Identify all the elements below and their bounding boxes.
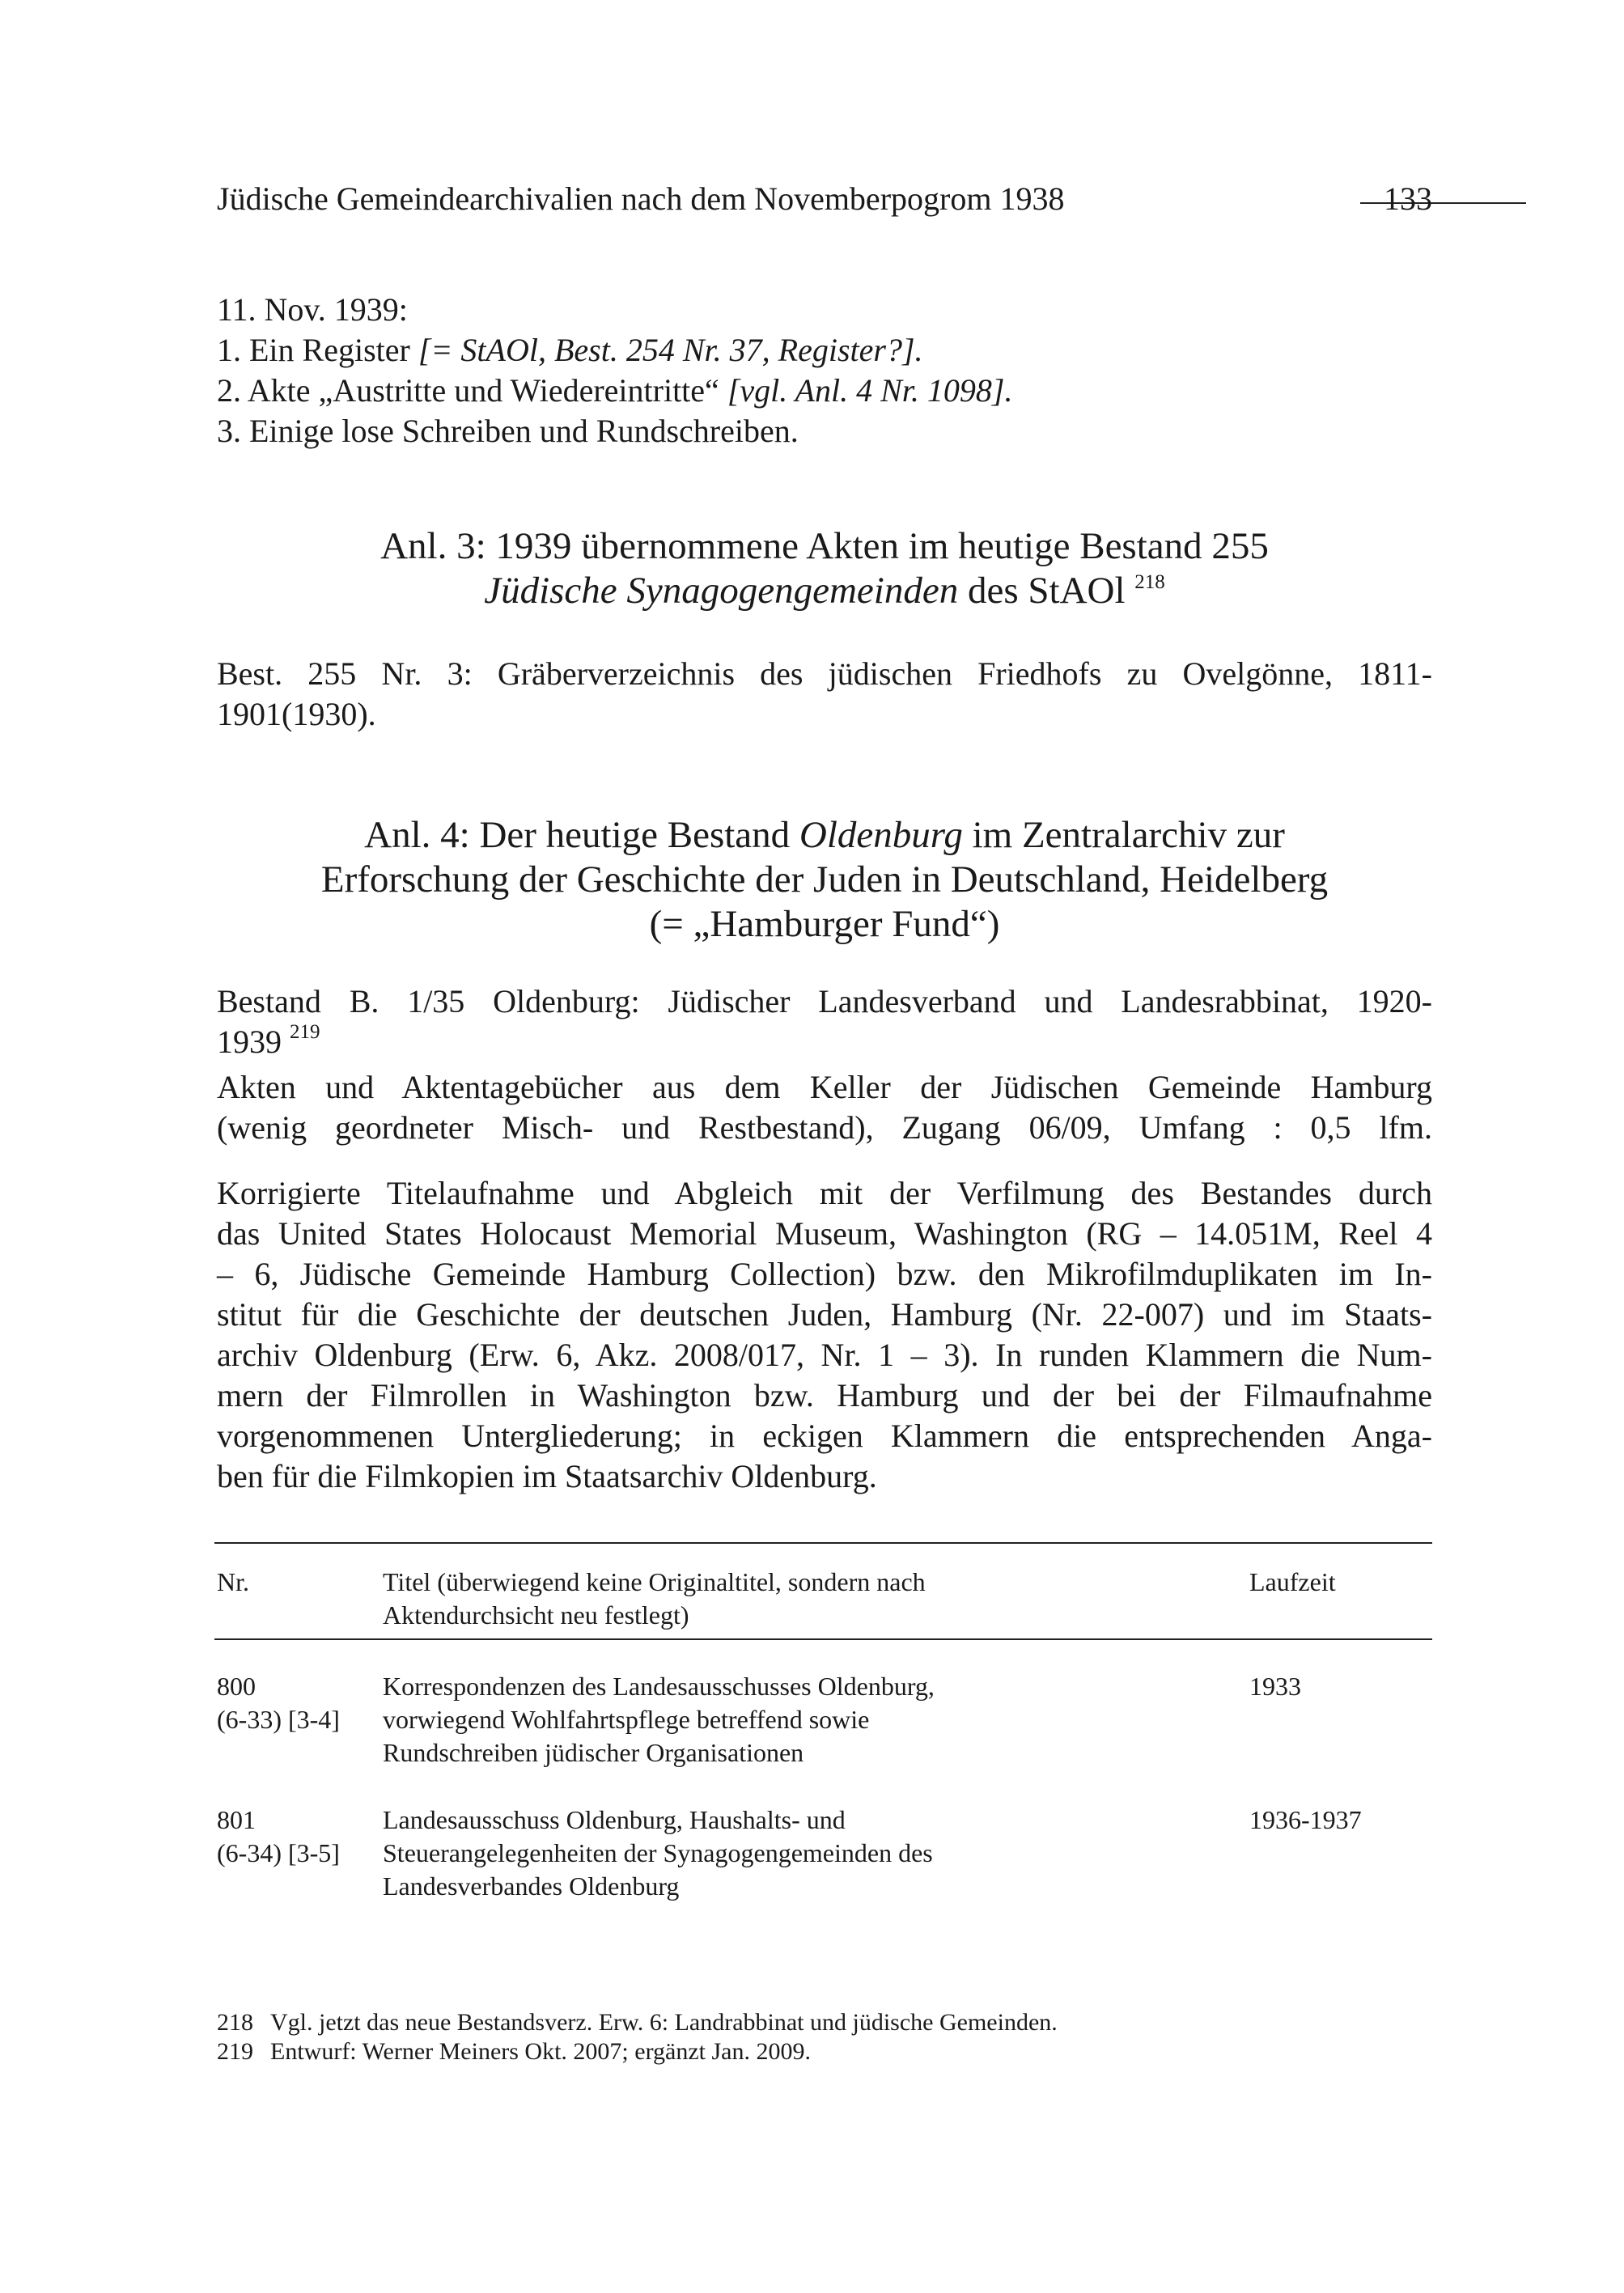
paragraph-line: mern der Filmrollen in Washington bzw. Hamburg und der bei der Filmaufnahme bbox=[217, 1377, 1432, 1414]
paragraph-line: das United States Holocaust Memorial Museum, Washington (RG – 14.051M, Reel 4 bbox=[217, 1215, 1432, 1252]
list-item-text: 2. Akte „Austritte und Wiedereintritte“ bbox=[217, 372, 727, 409]
footnotes bbox=[217, 2008, 1432, 2066]
cell-nr bbox=[217, 1670, 379, 1736]
cell-text: vorwiegend Wohlfahrtspflege betreffend sowie bbox=[383, 1705, 870, 1734]
list-item-reference: [vgl. Anl. 4 Nr. 1098]. bbox=[727, 372, 1013, 409]
footnote-number: 219 bbox=[217, 2038, 253, 2065]
footnote-text: Vgl. jetzt das neue Bestandsverz. Erw. 6: Landrabbinat und jüdische Gemeinden. bbox=[270, 2009, 1058, 2036]
header-text: Aktendurchsicht neu festlegt) bbox=[383, 1600, 689, 1630]
cell-title bbox=[383, 1670, 1111, 1770]
column-header-nr: Nr. bbox=[217, 1567, 249, 1596]
running-title: Jüdische Gemeindearchivalien nach dem Novemberpogrom 1938 bbox=[217, 180, 1065, 217]
cell-text: Steuerangelegenheiten der Synagogengemeinden des bbox=[383, 1838, 933, 1867]
table-row bbox=[217, 1670, 1432, 1803]
bestand-text: 1939 bbox=[217, 1024, 290, 1060]
page-number: 133 bbox=[1384, 180, 1432, 217]
heading-line: (= „Hamburger Fund“) bbox=[649, 903, 1000, 945]
cell-text: Landesverbandes Oldenburg bbox=[383, 1871, 680, 1901]
anl3-line: 1901(1930). bbox=[217, 696, 376, 732]
bestand-line: (wenig geordneter Misch- und Restbestand), Zugang 06/09, Umfang : 0,5 lfm. bbox=[217, 1109, 1432, 1146]
cell-title bbox=[383, 1803, 1111, 1903]
heading-line: Erforschung der Geschichte der Juden in Deutschland, Heidelberg bbox=[320, 858, 1329, 901]
section-heading-anl3 bbox=[217, 524, 1432, 619]
list-item: 3. Einige lose Schreiben und Rundschreiben. bbox=[217, 413, 799, 449]
table-body bbox=[217, 1670, 1432, 1909]
running-head bbox=[217, 180, 1432, 228]
section-heading-anl4 bbox=[217, 813, 1432, 947]
table-header bbox=[217, 1566, 1432, 1632]
footnote-ref-219[interactable]: 219 bbox=[290, 1021, 320, 1043]
column-header-title bbox=[383, 1566, 1111, 1632]
footnote-219 bbox=[217, 2037, 1432, 2066]
paragraph-line: Korrigierte Titelaufnahme und Abgleich mit der Verfilmung des Bestandes durch bbox=[217, 1175, 1432, 1211]
cell-text: 801 bbox=[217, 1805, 256, 1834]
footnote-text: Entwurf: Werner Meiners Okt. 2007; ergänzt Jan. 2009. bbox=[270, 2038, 811, 2065]
header-text: Titel (überwiegend keine Originaltitel, sondern nach bbox=[383, 1567, 926, 1596]
table-top-rule bbox=[214, 1542, 1432, 1544]
paragraph-line: – 6, Jüdische Gemeinde Hamburg Collection) bzw. den Mikrofilmduplikaten im In- bbox=[217, 1256, 1432, 1292]
cell-text: (6-33) [3-4] bbox=[217, 1705, 340, 1734]
heading-italic: Jüdische Synagogengemeinden bbox=[484, 570, 959, 612]
cell-date: 1933 bbox=[1249, 1672, 1301, 1701]
list-date: 11. Nov. 1939: bbox=[217, 291, 408, 328]
footnote-ref-218[interactable]: 218 bbox=[1134, 571, 1165, 593]
paragraph-line: stitut für die Geschichte der deutschen Juden, Hamburg (Nr. 22-007) und im Staats- bbox=[217, 1296, 1432, 1333]
heading-line bbox=[217, 813, 1432, 858]
list-item bbox=[217, 330, 1432, 371]
heading-text: im Zentralarchiv zur bbox=[962, 814, 1285, 856]
cell-text: Korrespondenzen des Landesausschusses Oldenburg, bbox=[383, 1672, 935, 1701]
bestand-line bbox=[217, 1022, 1432, 1067]
paragraph-line: vorgenommenen Untergliederung; in eckigen Klammern die entsprechenden Anga- bbox=[217, 1418, 1432, 1454]
cell-text: Landesausschuss Oldenburg, Haushalts- und bbox=[383, 1805, 846, 1834]
cell-text: 800 bbox=[217, 1672, 256, 1701]
list-item-text: 1. Ein Register bbox=[217, 332, 418, 368]
anl3-entry bbox=[217, 654, 1432, 735]
heading-text: Anl. 4: Der heutige Bestand bbox=[364, 814, 799, 856]
cell-text: (6-34) [3-5] bbox=[217, 1838, 340, 1867]
list-item-reference: [= StAOl, Best. 254 Nr. 37, Register?]. bbox=[418, 332, 923, 368]
footnote-number: 218 bbox=[217, 2009, 253, 2036]
editorial-paragraph bbox=[217, 1173, 1432, 1497]
paragraph-line: archiv Oldenburg (Erw. 6, Akz. 2008/017, Nr. 1 – 3). In runden Klammern die Num- bbox=[217, 1337, 1432, 1373]
heading-line: Anl. 3: 1939 übernommene Akten im heutige Bestand 255 bbox=[380, 525, 1269, 567]
footnote-218 bbox=[217, 2008, 1432, 2037]
heading-line bbox=[217, 569, 1432, 619]
heading-italic: Oldenburg bbox=[799, 814, 963, 856]
register-list bbox=[217, 290, 1432, 451]
table-header-row bbox=[217, 1566, 1432, 1632]
cell-text: Rundschreiben jüdischer Organisationen bbox=[383, 1738, 804, 1767]
column-header-date: Laufzeit bbox=[1249, 1567, 1336, 1596]
bestand-line: Akten und Aktentagebücher aus dem Keller der Jüdischen Gemeinde Hamburg bbox=[217, 1069, 1432, 1105]
list-item bbox=[217, 371, 1432, 411]
cell-nr bbox=[217, 1803, 379, 1870]
anl3-line: Best. 255 Nr. 3: Gräberverzeichnis des jüdischen Friedhofs zu Ovelgönne, 1811- bbox=[217, 655, 1432, 692]
table-header-rule bbox=[214, 1638, 1432, 1640]
paragraph-line: ben für die Filmkopien im Staatsarchiv Oldenburg. bbox=[217, 1458, 877, 1494]
cell-date: 1936-1937 bbox=[1249, 1805, 1362, 1834]
bestand-description bbox=[217, 981, 1432, 1148]
heading-text: des StAOl bbox=[958, 570, 1135, 612]
table-row bbox=[217, 1803, 1432, 1909]
bestand-line: Bestand B. 1/35 Oldenburg: Jüdischer Landesverband und Landesrabbinat, 1920- bbox=[217, 983, 1432, 1019]
